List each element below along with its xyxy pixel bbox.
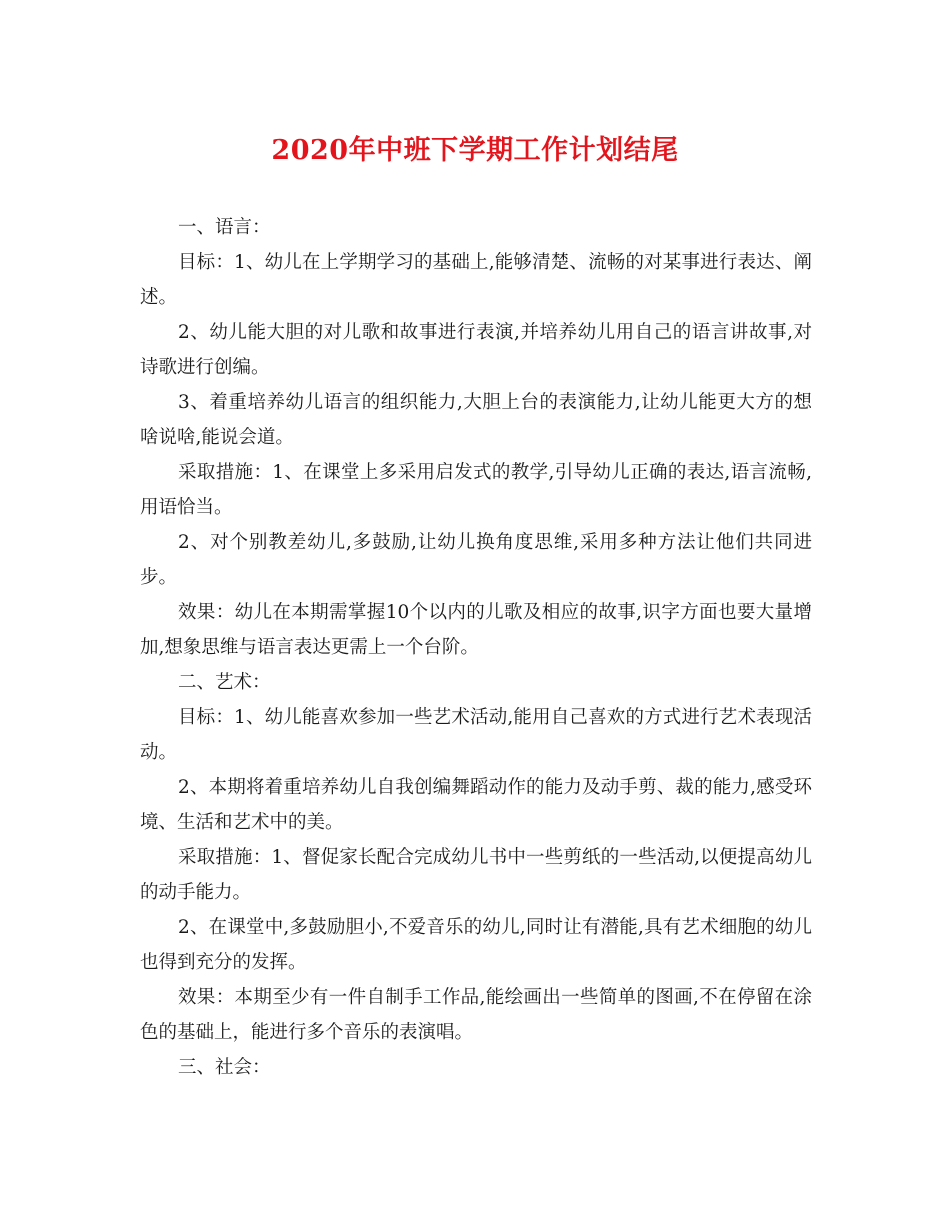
paragraph: 2、本期将着重培养幼儿自我创编舞蹈动作的能力及动手剪、裁的能力,感受环境、生活和艺术中的美。 bbox=[140, 777, 812, 833]
paragraph: 一、语言： bbox=[178, 217, 271, 238]
paragraph: 三、社会： bbox=[178, 1057, 271, 1078]
document-body bbox=[140, 210, 812, 1085]
paragraph: 采取措施：1、督促家长配合完成幼儿书中一些剪纸的一些活动,以便提高幼儿的动手能力。 bbox=[140, 847, 812, 903]
paragraph: 采取措施：1、在课堂上多采用启发式的教学,引导幼儿正确的表达,语言流畅,用语恰当。 bbox=[140, 462, 812, 518]
paragraph: 2、对个别教差幼儿,多鼓励,让幼儿换角度思维,采用多种方法让他们共同进步。 bbox=[140, 532, 812, 588]
paragraph: 效果：本期至少有一件自制手工作品,能绘画出一些简单的图画,不在停留在涂色的基础上，能进行多个音乐的表演唱。 bbox=[140, 987, 812, 1043]
paragraph: 目标：1、幼儿能喜欢参加一些艺术活动,能用自己喜欢的方式进行艺术表现活动。 bbox=[140, 707, 812, 763]
paragraph: 3、着重培养幼儿语言的组织能力,大胆上台的表演能力,让幼儿能更大方的想啥说啥,能说会道。 bbox=[140, 392, 812, 448]
paragraph: 2、幼儿能大胆的对儿歌和故事进行表演,并培养幼儿用自己的语言讲故事,对诗歌进行创编。 bbox=[140, 322, 812, 378]
document-title: 2020年中班下学期工作计划结尾 bbox=[271, 135, 679, 166]
paragraph: 效果：幼儿在本期需掌握10个以内的儿歌及相应的故事,识字方面也要大量增加,想象思维与语言表达更需上一个台阶。 bbox=[140, 602, 812, 658]
paragraph: 目标：1、幼儿在上学期学习的基础上,能够清楚、流畅的对某事进行表达、阐述。 bbox=[140, 252, 812, 308]
paragraph: 二、艺术： bbox=[178, 672, 271, 693]
paragraph: 2、在课堂中,多鼓励胆小,不爱音乐的幼儿,同时让有潜能,具有艺术细胞的幼儿也得到充分的发挥。 bbox=[140, 917, 812, 973]
